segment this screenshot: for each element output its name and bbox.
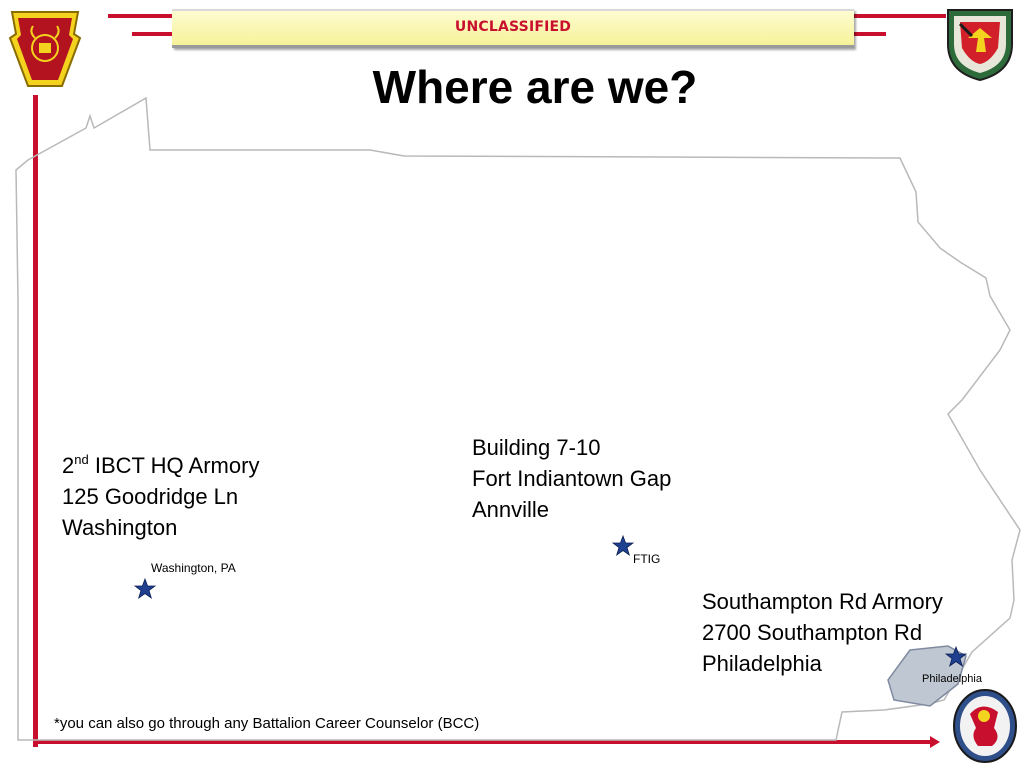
philadelphia-marker-label: Philadelphia (922, 673, 982, 685)
footnote: *you can also go through any Battalion Career Counselor (BCC) (54, 715, 480, 732)
ftig-marker-label: FTIG (633, 552, 661, 566)
classification-label: UNCLASSIFIED (454, 19, 572, 35)
philadelphia-address-line1: Southampton Rd Armory (702, 589, 943, 614)
washington-star-icon[interactable] (134, 578, 156, 600)
washington-marker-label: Washington, PA (151, 561, 236, 575)
ftig-address-line3: Annville (472, 497, 550, 522)
ordinal-suffix: nd (74, 452, 89, 467)
washington-address-line1: 2nd IBCT HQ Armory (62, 452, 260, 478)
washington-address-line2: 125 Goodridge Ln (62, 484, 239, 509)
philadelphia-address-line2: 2700 Southampton Rd (702, 620, 923, 645)
washington-address-line3: Washington (62, 515, 178, 540)
ftig-address (472, 432, 671, 525)
ftig-address-line1: Building 7-10 (472, 435, 601, 460)
ftig-star-icon[interactable] (612, 535, 634, 557)
washington-address (62, 450, 259, 543)
lion-seal-logo (952, 688, 1018, 764)
philadelphia-address (702, 586, 943, 679)
philadelphia-star-icon[interactable] (945, 646, 967, 668)
page-title: Where are we? (372, 61, 698, 113)
philadelphia-address-line3: Philadelphia (702, 651, 822, 676)
ftig-address-line2: Fort Indiantown Gap (472, 466, 672, 491)
